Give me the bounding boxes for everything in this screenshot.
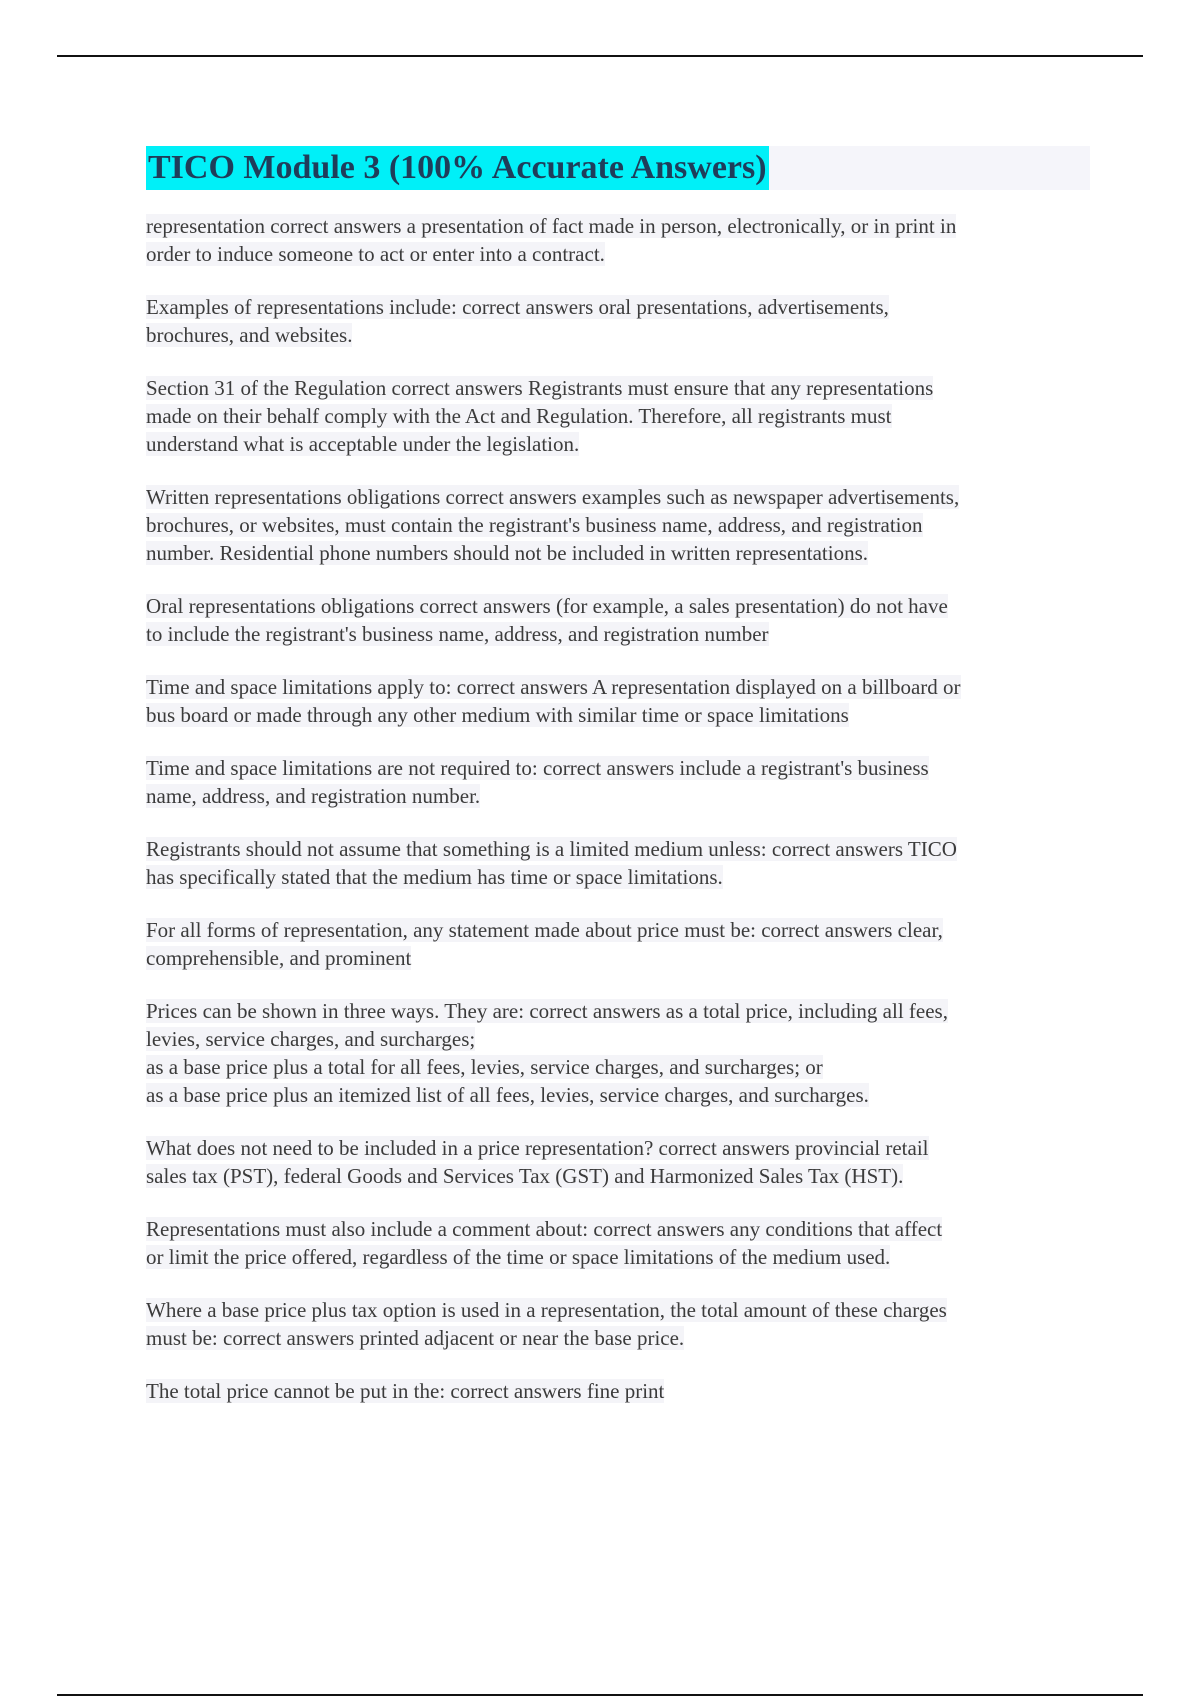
- qa-line-text: must be: correct answers printed adjacent or near the base price.: [146, 1326, 685, 1350]
- qa-line: [146, 592, 1090, 620]
- qa-line-text: sales tax (PST), federal Goods and Services Tax (GST) and Harmonized Sales Tax (HST).: [146, 1164, 904, 1188]
- qa-line-text: comprehensible, and prominent: [146, 946, 412, 970]
- qa-entry: [146, 916, 1090, 972]
- qa-entry: [146, 1134, 1090, 1190]
- qa-line: [146, 916, 1090, 944]
- qa-line-text: For all forms of representation, any statement made about price must be: correct answers clear,: [146, 918, 943, 942]
- qa-line: [146, 782, 1090, 810]
- qa-line: [146, 539, 1090, 567]
- qa-line-text: Prices can be shown in three ways. They are: correct answers as a total price, including all fees,: [146, 999, 948, 1023]
- qa-entry: [146, 754, 1090, 810]
- qa-line: [146, 374, 1090, 402]
- top-rule: [57, 55, 1143, 57]
- qa-line-text: order to induce someone to act or enter into a contract.: [146, 242, 605, 266]
- qa-entry: [146, 293, 1090, 349]
- qa-line: [146, 673, 1090, 701]
- qa-entry: [146, 212, 1090, 268]
- qa-line-text: What does not need to be included in a price representation? correct answers provincial retail: [146, 1136, 929, 1160]
- qa-line: [146, 1053, 1090, 1081]
- qa-entry: [146, 673, 1090, 729]
- qa-line-text: brochures, and websites.: [146, 323, 353, 347]
- qa-entry: [146, 483, 1090, 567]
- qa-line-text: or limit the price offered, regardless of the time or space limitations of the medium used.: [146, 1245, 891, 1269]
- qa-line-text: The total price cannot be put in the: correct answers fine print: [146, 1379, 665, 1403]
- qa-entry: [146, 1377, 1090, 1405]
- qa-line: [146, 1377, 1090, 1405]
- qa-entry: [146, 997, 1090, 1109]
- qa-line-text: number. Residential phone numbers should not be included in written representations.: [146, 541, 869, 565]
- qa-line-text: Examples of representations include: correct answers oral presentations, advertisements,: [146, 295, 889, 319]
- qa-line-text: to include the registrant's business name, address, and registration number: [146, 622, 769, 646]
- qa-line: [146, 997, 1090, 1025]
- qa-line-text: Registrants should not assume that something is a limited medium unless: correct answers TICO: [146, 837, 957, 861]
- qa-line-text: Where a base price plus tax option is used in a representation, the total amount of these charges: [146, 1298, 947, 1322]
- qa-entry: [146, 1215, 1090, 1271]
- qa-line: [146, 1134, 1090, 1162]
- document-body: [146, 146, 1090, 1430]
- qa-line-text: as a base price plus a total for all fees, levies, service charges, and surcharges; or: [146, 1055, 823, 1079]
- qa-line: [146, 1324, 1090, 1352]
- qa-line: [146, 1215, 1090, 1243]
- bottom-rule: [57, 1694, 1143, 1696]
- qa-line: [146, 944, 1090, 972]
- qa-line: [146, 293, 1090, 321]
- qa-line: [146, 701, 1090, 729]
- qa-line-text: levies, service charges, and surcharges;: [146, 1027, 476, 1051]
- qa-line-text: Representations must also include a comment about: correct answers any conditions that affect: [146, 1217, 943, 1241]
- qa-line-text: Time and space limitations apply to: correct answers A representation displayed on a billboard or: [146, 675, 961, 699]
- qa-line-text: brochures, or websites, must contain the registrant's business name, address, and registration: [146, 513, 923, 537]
- qa-line: [146, 511, 1090, 539]
- qa-line: [146, 863, 1090, 891]
- qa-line: [146, 1162, 1090, 1190]
- qa-line: [146, 402, 1090, 430]
- qa-line: [146, 1296, 1090, 1324]
- qa-line: [146, 1243, 1090, 1271]
- qa-entry: [146, 1296, 1090, 1352]
- qa-line-text: Oral representations obligations correct answers (for example, a sales presentation) do not have: [146, 594, 948, 618]
- qa-line-text: as a base price plus an itemized list of all fees, levies, service charges, and surcharges.: [146, 1083, 869, 1107]
- qa-line: [146, 1081, 1090, 1109]
- qa-line-text: made on their behalf comply with the Act and Regulation. Therefore, all registrants must: [146, 404, 892, 428]
- qa-line: [146, 321, 1090, 349]
- qa-line-text: has specifically stated that the medium has time or space limitations.: [146, 865, 723, 889]
- qa-line-text: name, address, and registration number.: [146, 784, 481, 808]
- qa-line: [146, 430, 1090, 458]
- qa-line: [146, 483, 1090, 511]
- qa-line: [146, 1025, 1090, 1053]
- qa-line: [146, 835, 1090, 863]
- qa-line: [146, 240, 1090, 268]
- title-band: [146, 146, 1090, 190]
- qa-line-text: Section 31 of the Regulation correct answers Registrants must ensure that any representations: [146, 376, 934, 400]
- qa-line-text: representation correct answers a presentation of fact made in person, electronically, or in print in: [146, 214, 957, 238]
- qa-entry: [146, 835, 1090, 891]
- qa-line: [146, 620, 1090, 648]
- qa-line: [146, 754, 1090, 782]
- page-title: TICO Module 3 (100% Accurate Answers): [146, 146, 769, 190]
- qa-line-text: bus board or made through any other medium with similar time or space limitations: [146, 703, 849, 727]
- qa-entry: [146, 592, 1090, 648]
- qa-line: [146, 212, 1090, 240]
- qa-list: [146, 212, 1090, 1405]
- qa-line-text: Time and space limitations are not required to: correct answers include a registrant's business: [146, 756, 929, 780]
- qa-line-text: understand what is acceptable under the legislation.: [146, 432, 580, 456]
- qa-line-text: Written representations obligations correct answers examples such as newspaper advertisements,: [146, 485, 960, 509]
- qa-entry: [146, 374, 1090, 458]
